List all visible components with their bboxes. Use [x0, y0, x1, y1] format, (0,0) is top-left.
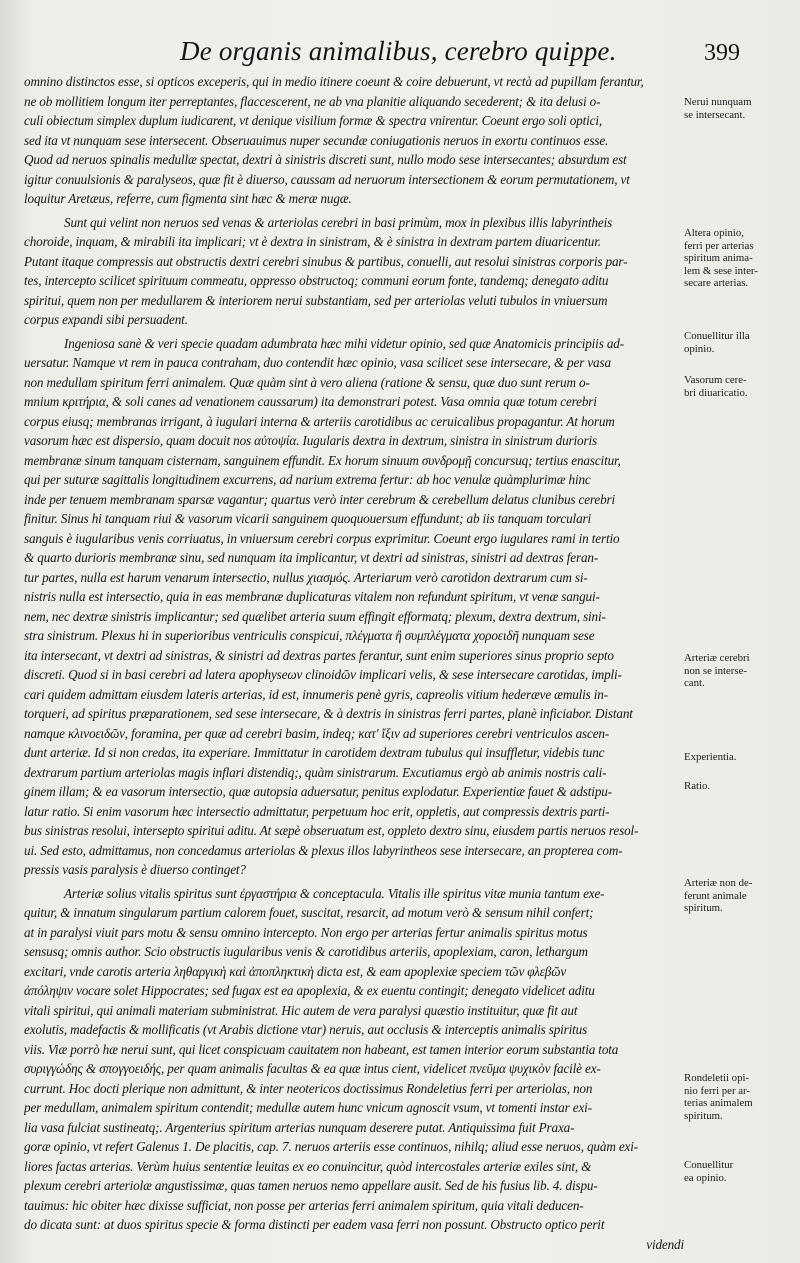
- margin-note-line: terias animalem: [684, 1097, 753, 1109]
- text-line: spiritui, quem non per medullarem & interiorem nerui substantiam, sed per arteriolas veluti tubulos in vniuersum: [24, 292, 608, 308]
- text-line: excitari, vnde carotis arteria ληθαργικὴ καὶ ἀποπληκτικὴ dicta est, & eam apoplexiæ speciem τῶν φλεβῶν: [24, 963, 567, 979]
- text-line: Quod ad neruos spinalis medullæ spectat, dextri à sinistris discreti sunt, nullo modo sese intersecantes; absurdum est: [24, 152, 627, 167]
- margin-note: [684, 374, 796, 399]
- text-line: loquitur Aretæus, referre, cum figmenta sint hæc & meræ nugæ.: [24, 191, 352, 206]
- text-line: & quarto durioris membranæ sinu, sed nunquam ita implicantur, vt dextri ad sinistras, sinistri ad dextras feran-: [24, 550, 599, 565]
- text-line: dextrarum partium arteriolas magis inflari distendiq;, quàm sinistrarum. Excutiamus ergò ab animis nostris cali-: [24, 764, 607, 780]
- text-line: mnium κριτήρια, & soli canes ad venationem caussarum) ita demonstrari potest. Vasa omnia quæ totum cerebri: [24, 394, 597, 409]
- text-line: igitur conuulsionis & paralyseos, quæ fit è diuerso, caussam ad neruorum intersectionem & eorum permutationem, vt: [24, 171, 630, 187]
- text-line: membranæ sinum tanquam cisternam, sanguinem effundit. Ex horum sinuum συνδρομῇ concursuq; tertius enascitur,: [24, 452, 621, 468]
- text-line: ui. Sed esto, admittamus, non concedamus arteriolas & plexus illos labyrintheos sese intersecare, an propterea com-: [24, 842, 623, 858]
- text-line: ἀπόληψιν vocare solet Hippocrates; sed fugax est ea apoplexia, & ex euentu contingit; denegato videlicet aditu: [24, 983, 595, 998]
- margin-note-line: Altera opinio,: [684, 227, 744, 239]
- margin-note-line: Conuellitur: [684, 1159, 734, 1171]
- margin-note-line: opinio.: [684, 342, 715, 355]
- margin-note: [684, 751, 796, 764]
- text-line: latur ratio. Si enim vasorum hæc intersectio admittatur, perpetuum hoc erit, oppletis, aut compressis dextris parti-: [24, 803, 610, 819]
- text-line: vitali spiritui, qui animali materiam subministrat. Hic autem de vera paralysi quæstio instituitur, quæ fit aut: [24, 1002, 578, 1018]
- text-line: lia vasa fulciat sustineatq;. Argenterius spiritum arterias nunquam deserere putat. Antiquissima fuit Praxa-: [24, 1119, 575, 1135]
- text-line: torqueri, ad spiritus præparationem, sed sese intersecare, & à dextris in sinistras ferri partes, planè inficiabor. Distant: [24, 706, 633, 721]
- text-line: omnino distinctos esse, si opticos exceperis, qui in medio itinere coeunt & coire debuerunt, vt rectà ad pupillam ferantur,: [24, 74, 644, 89]
- text-line: cari quidem admittam eiusdem lateris arterias, id est, innumeris penè gyris, capreolis vitium hederæve æmulis in-: [24, 686, 608, 702]
- text-line: bus sinistras resolui, intersepto spiritui aditu. At sæpè obseruatum est, oppleto dextro sinu, eiusdem partis neruos resol-: [24, 823, 639, 838]
- text-line: exolutis, madefactis & mollificatis (vt Arabis dictione vtar) neruis, aut occlusis & interceptis animalis spiritus: [24, 1022, 588, 1037]
- text-line: per medullam, animalem spiritum contendit; medullæ autem hunc vnicum agnoscit vsum, vt tomenti instar exi-: [24, 1100, 592, 1115]
- margin-note-line: non se interse-: [684, 664, 747, 677]
- text-line: Putant itaque compressis aut obstructis dextri cerebri sinubus & partibus, conuelli, aut resolui sinistras corporis par-: [24, 253, 628, 269]
- text-line: stra sinistrum. Plexus hi in superioribus ventriculis conspicui, πλέγματα ἢ συμπλέγματα χοροειδῆ nunquam sese: [24, 628, 595, 643]
- text-line: sanguis è iugularibus venis corriuatus, in vniuersum cerebri corpus exprimitur. Coeunt ergo iugulares rami in tertio: [24, 530, 620, 546]
- text-line: ita intersecant, vt dextri ad sinistras, & sinistri ad dextras partes ferantur, sunt enim superiores sinus proprio septo: [24, 647, 614, 663]
- text-line: culi obiectum simplex duplum iudicarent, vt denique visilium formæ & spectra vnirentur. Coeunt ergo soli optici,: [24, 113, 603, 128]
- margin-note: [684, 877, 796, 915]
- running-title: De organis animalibus, cerebro quippe.: [180, 36, 617, 66]
- text-line: viis. Viæ porrò hæ nerui sunt, qui licet conspicuam cauitatem non habeant, est tamen interior eorum substantia tota: [24, 1041, 619, 1057]
- margin-note-line: ferunt animale: [684, 889, 747, 902]
- margin-note-line: Vasorum cere-: [684, 374, 747, 386]
- main-text: [24, 72, 684, 1254]
- margin-note-line: Ratio.: [684, 780, 711, 792]
- text-line: tur partes, nulla est harum venarum intersectio, nullus χιασμός. Arteriarum verò carotidon dextrarum cum si-: [24, 569, 588, 585]
- margin-note: [684, 1072, 796, 1122]
- text-line: tauimus: hic obiter hæc dixisse sufficiat, non posse per arterias ferri animalem spiritum, quia vitali deducen-: [24, 1197, 584, 1213]
- margin-note-line: lem & sese inter-: [684, 264, 758, 277]
- text-line: quitur, & innatum singularum partium calorem fouet, suscitat, resarcit, ad motum verò & sensum nihil confert;: [24, 905, 594, 920]
- margin-note-line: Nerui nunquam: [684, 96, 752, 108]
- text-line: sensusq; omnis author. Scio obstructis iugularibus venis & carotidibus arteriis, apoplexiam, caron, lethargum: [24, 944, 588, 959]
- margin-note-line: cant.: [684, 677, 705, 689]
- text-line: do dicata sunt: at duos spiritus specie & forma distincti per eadem vasa ferri non possunt. Obstructo optico perit: [24, 1217, 605, 1232]
- text-line: non medullam spiritum ferri animalem. Quæ quàm sint à vero aliena (ratione & sensu, quæ duo sunt rerum o-: [24, 374, 590, 390]
- text-line: ginem illam; & ea vasorum intersectio, quæ autopsia aduersatur, penitus explodatur. Experientiæ fauet & adstipu-: [24, 784, 612, 799]
- text-line: namque κλινοειδῶν, foramina, per quæ ad cerebri basim, indeq; κατ' ἴξιν ad superiores cerebri ventriculos ascen-: [24, 725, 610, 741]
- text-line: tes, intercepto scilicet spirituum commeatu, oppresso obstructoq; communi eorum fonte, tandemq; denegato aditu: [24, 273, 609, 288]
- text-line: συριγγώδης & σπογγοειδής, per quam animalis facultas & ea quæ intus cient, videlicet πνεῦμα ψυχικὸν facilè ex-: [24, 1061, 601, 1076]
- text-line: pressis vasis paralysis è diuerso continget?: [24, 862, 246, 877]
- text-line: ne ob mollitiem longum iter perreptantes, flaccescerent, ne ab vna planitie aliquando secederent; & ita delusi o-: [24, 93, 601, 109]
- text-line: at in paralysi viuit pars motu & sensu omnino intercepto. Non ergo per arterias fertur animalis spiritus motus: [24, 924, 588, 940]
- margin-note: [684, 330, 796, 355]
- text-line: Sunt qui velint non neruos sed venas & arteriolas cerebri in basi primùm, mox in plexibus illis labyrintheis: [64, 214, 613, 230]
- text-line: currunt. Hoc docti plerique non admittunt, & inter neotericos doctissimus Rondeletius ferri per arteriolas, non: [24, 1080, 593, 1096]
- text-line: inde per tenuem membranam sparsæ vagantur; quartus verò inter cerebrum & cerebellum delatus clunibus cerebri: [24, 491, 616, 507]
- margin-note-line: nio ferri per ar-: [684, 1084, 751, 1097]
- text-line: uersatur. Namque vt rem in pauca contraham, duo contendit hæc opinio, vasa scilicet sese intersecare, & per vasa: [24, 355, 611, 370]
- margin-note-line: spiritum.: [684, 902, 723, 914]
- margin-note-line: spiritum.: [684, 1109, 723, 1122]
- margin-note: [684, 652, 796, 690]
- text-line: vasorum hæc est dispersio, quam docuit nos αὐτοψία. Iugularis dextra in dextrum, sinistra in sinistrum durioris: [24, 433, 597, 448]
- margin-note-line: ferri per arterias: [684, 239, 754, 252]
- text-line: Arteriæ solius vitalis spiritus sunt ἐργαστήρια & conceptacula. Vitalis ille spiritus vitæ munia tantum exe-: [64, 885, 605, 901]
- margin-note-line: spiritum anima-: [684, 252, 753, 264]
- margin-note-line: se intersecant.: [684, 108, 746, 121]
- margin-note-line: ea opinio.: [684, 1171, 727, 1184]
- margin-note-line: secare arterias.: [684, 277, 749, 289]
- margin-note-line: Conuellitur illa: [684, 330, 750, 342]
- page-header: [180, 32, 740, 72]
- text-line: discreti. Quod si in basi cerebri ad latera apophyseων clinoidῶν implicari velis, & sese intersecare carotidas, impli-: [24, 667, 622, 682]
- text-line: liores factas arterias. Verùm huius sententiæ leuitas ex eo conuincitur, quòd intercostales arteriæ exiles sint, &: [24, 1158, 592, 1174]
- margin-note-line: Rondeletii opi-: [684, 1072, 750, 1084]
- page-number: 399: [704, 40, 740, 66]
- margin-note: [684, 96, 796, 121]
- text-line: nem, nec dextræ sinistris implicantur; sed quælibet arteria suum effingit efformatq; plexum, dextra dextrum, sini-: [24, 608, 606, 624]
- text-line: sed ita vt nunquam sese intersecent. Obseruauimus nuper secundæ coniugationis neruos in exortu continuos esse.: [24, 132, 609, 148]
- text-line: corpus eiusq; membranas irrigant, à iugulari interna & arteriis carotidibus ac ceruicalibus propagantur. At horum: [24, 413, 615, 429]
- text-line: finitur. Sinus hi tanquam riui & vasorum vicarii sanguinem quoquouersum effundunt; ab iis tanquam torculari: [24, 511, 592, 526]
- text-line: Ingeniosa sanè & veri specie quadam adumbrata hæc mihi videtur opinio, sed quæ Anatomicis principiis ad-: [64, 335, 624, 351]
- text-line: corpus expandi sibi persuadent.: [24, 312, 188, 327]
- margin-note: [684, 780, 796, 793]
- text-line: choroide, inquam, & mirabili ita implicari; vt è dextra in sinistram, & è sinistra in dextram partem diuaricentur.: [24, 234, 601, 249]
- text-line: qui per suturæ sagittalis longitudinem excurrens, ad narium extrema fertur: ab hoc venulæ quàmplurimæ hinc: [24, 472, 591, 487]
- margin-note-line: Experientia.: [684, 751, 737, 763]
- margin-note: [684, 1159, 796, 1184]
- text-line: goræ opinio, vt refert Galenus 1. De placitis, cap. 7. neruos arteriis esse continuos, nihilq; aliud esse neruos, quàm exi-: [24, 1139, 638, 1154]
- text-line: nistris nulla est intersectio, quia in eas membranæ duplicaturas vitalem non refundunt spiritum, vt venæ sangui-: [24, 589, 600, 604]
- margin-note: [684, 227, 796, 290]
- margin-note-line: Arteriæ non de-: [684, 877, 753, 889]
- text-line: dunt arteriæ. Id si non credas, ita experiare. Immittatur in carotidem dextram tubulus qui insuffletur, videbis tunc: [24, 745, 605, 760]
- margin-note-line: Arteriæ cerebri: [684, 652, 750, 664]
- text-line: plexum cerebri arteriolæ angustissimæ, quas tamen neruos nemo appellare ausit. Sed de his fusius lib. 4. dispu-: [24, 1178, 598, 1193]
- text-line: videndi: [646, 1236, 684, 1252]
- margin-note-line: bri diuaricatio.: [684, 386, 748, 399]
